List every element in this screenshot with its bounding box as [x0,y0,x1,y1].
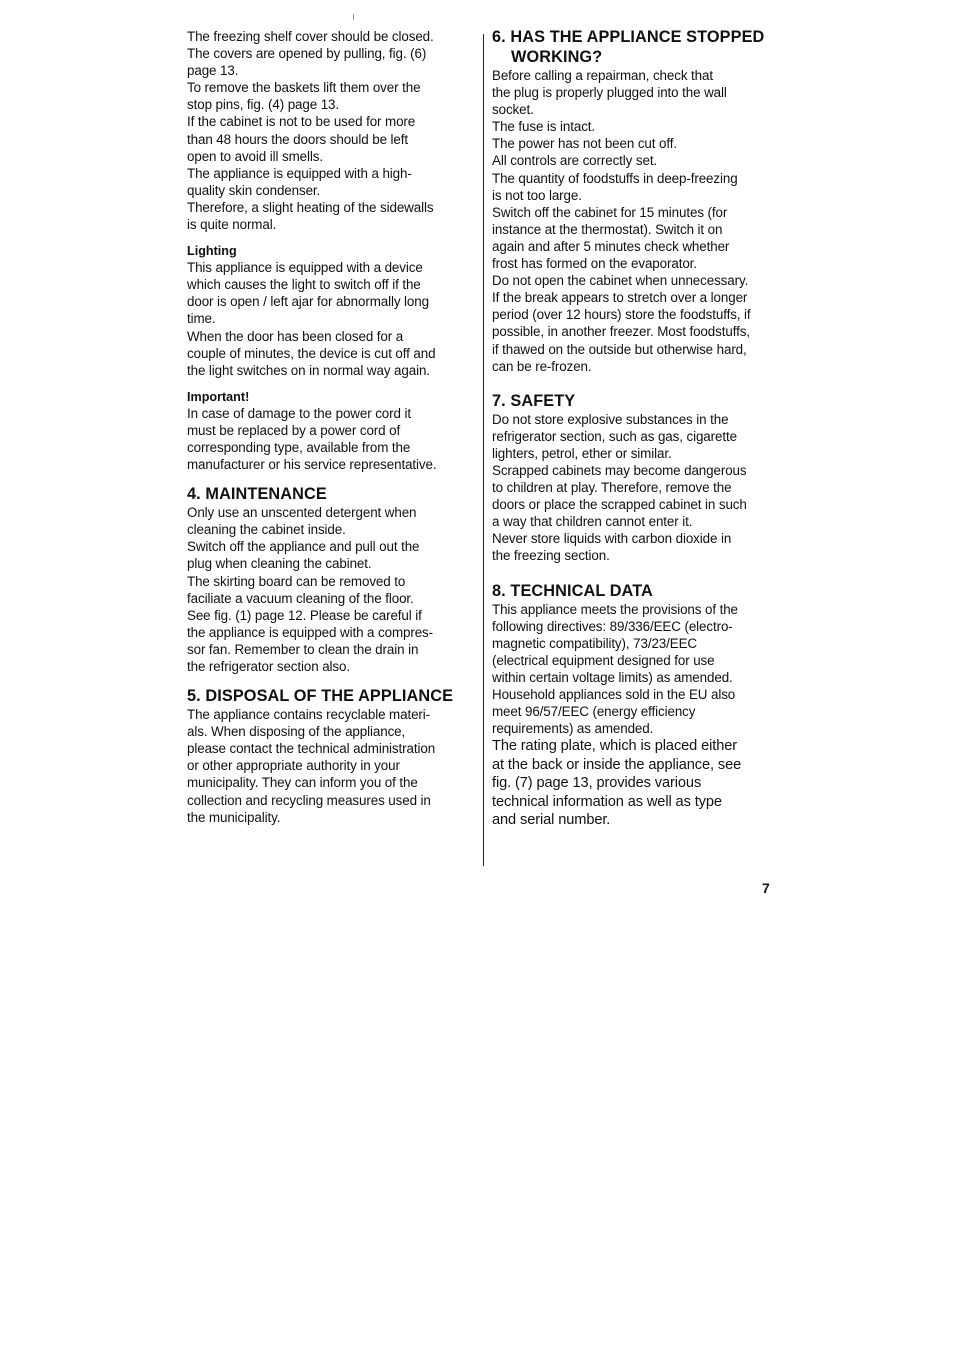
text-line: The skirting board can be removed to [187,573,406,589]
text-line: If the break appears to stretch over a longer [492,290,748,306]
text-line: collection and recycling measures used in [187,792,431,808]
text-line: When the door has been closed for a [187,328,404,344]
text-line: instance at the thermostat). Switch it on [492,221,723,237]
text-line: again and after 5 minutes check whether [492,238,730,254]
text-line: a way that children cannot enter it. [492,514,693,530]
text-line: the refrigerator section also. [187,659,350,674]
text-line: All controls are correctly set. [492,153,658,169]
text-line: plug when cleaning the cabinet. [187,556,372,572]
text-line: if thawed on the outside but otherwise hard, [492,341,747,357]
text-line: magnetic compatibility), 73/23/EEC [492,635,697,651]
text-line: The power has not been cut off. [492,136,677,152]
text-line: the municipality. [187,809,281,825]
text-line: doors or place the scrapped cabinet in such [492,497,747,513]
text-line: The appliance is equipped with a high- [187,165,412,181]
text-line: frost has formed on the evaporator. [492,256,697,272]
text-line: The fuse is intact. [492,119,596,135]
text-line: Never store liquids with carbon dioxide in [492,531,732,547]
text-line: requirements) as amended. [492,721,654,737]
text-line: The appliance contains recyclable materi- [187,707,431,723]
text-line: In case of damage to the power cord it [187,405,411,421]
text-line: at the back or inside the appliance, see [492,756,742,773]
disposal-heading: 5. DISPOSAL OF THE APPLIANCE [187,687,454,706]
text-line: stop pins, fig. (4) page 13. [187,97,340,113]
text-line: meet 96/57/EEC (energy efficiency [492,704,696,720]
text-line: corresponding type, available from the [187,439,411,455]
text-line: refrigerator section, such as gas, cigarette [492,428,737,444]
text-line: This appliance is equipped with a device [187,260,423,276]
important-text [187,405,469,473]
text-line: als. When disposing of the appliance, [187,724,406,740]
text-line: fig. (7) page 13, provides various [492,775,702,792]
text-line: The rating plate, which is placed either [492,738,738,755]
text-line: the light switches on in normal way again. [187,362,430,378]
column-divider [483,34,484,866]
text-line: Do not open the cabinet when unnecessary. [492,273,749,289]
text-line: is not too large. [492,187,582,203]
page-number: 7 [762,880,770,896]
intro-text [187,28,469,233]
text-line: Household appliances sold in the EU also [492,687,736,702]
text-line: (electrical equipment designed for use [492,652,715,668]
text-line: cleaning the cabinet inside. [187,522,346,538]
text-line: To remove the baskets lift them over the [187,80,421,96]
text-line: or other appropriate authority in your [187,758,400,774]
crop-mark [353,14,354,20]
text-line: to children at play. Therefore, remove the [492,480,732,496]
text-line: Do not store explosive substances in the [492,411,729,427]
right-column [492,28,777,830]
text-line: lighters, petrol, ether or similar. [492,445,672,461]
text-line: Before calling a repairman, check that [492,68,713,83]
text-line: Scrapped cabinets may become dangerous [492,462,747,478]
disposal-text [187,706,469,826]
text-line: within certain voltage limits) as amended. [492,669,733,685]
text-line: must be replaced by a power cord of [187,422,401,438]
lighting-text [187,259,469,379]
text-line: open to avoid ill smells. [187,148,323,164]
text-line: the appliance is equipped with a compres- [187,624,434,640]
text-line: time. [187,311,216,327]
text-line: than 48 hours the doors should be left [187,131,409,147]
text-line: socket. [492,102,534,118]
text-line: page 13. [187,63,239,79]
text-line: the plug is properly plugged into the wall [492,85,727,101]
text-line: The quantity of foodstuffs in deep-freezing [492,170,738,186]
safety-text [492,411,777,565]
text-line: Only use an unscented detergent when [187,505,417,521]
text-line: possible, in another freezer. Most foodstuffs, [492,324,750,340]
text-line: couple of minutes, the device is cut off and [187,345,436,361]
text-line: and serial number. [492,812,611,829]
technical-text [492,601,777,738]
maintenance-text [187,504,469,675]
left-column [187,28,469,826]
text-line: This appliance meets the provisions of the [492,601,738,617]
text-line: sor fan. Remember to clean the drain in [187,641,419,657]
rating-plate-text [492,737,777,830]
text-line: The freezing shelf cover should be closed. [187,29,434,44]
text-line: Switch off the appliance and pull out the [187,539,420,555]
safety-heading: 7. SAFETY [492,391,576,410]
text-line: which causes the light to switch off if the [187,277,421,293]
text-line: quality skin condenser. [187,182,321,198]
text-line: faciliate a vacuum cleaning of the floor. [187,590,414,606]
text-line: can be re-frozen. [492,358,592,374]
text-line: Switch off the cabinet for 15 minutes (for [492,204,728,220]
text-line: period (over 12 hours) store the foodstuffs, if [492,307,751,323]
text-line: door is open / left ajar for abnormally long [187,294,429,310]
text-line: municipality. They can inform you of the [187,775,418,791]
lighting-heading: Lighting [187,244,237,259]
text-line: See fig. (1) page 12. Please be careful if [187,607,422,623]
text-line: the freezing section. [492,548,610,564]
text-line: following directives: 89/336/EEC (electro- [492,618,733,634]
text-line: manufacturer or his service representative. [187,457,437,473]
text-line: technical information as well as type [492,793,722,810]
stopped-heading-continued: WORKING? [511,47,603,66]
text-line: If the cabinet is not to be used for more [187,114,416,130]
text-line: Therefore, a slight heating of the sidewalls [187,199,434,215]
stopped-heading: 6. HAS THE APPLIANCE STOPPED [492,28,765,46]
text-line: please contact the technical administration [187,741,436,757]
important-heading: Important! [187,389,250,404]
stopped-text [492,67,777,375]
text-line: is quite normal. [187,217,277,233]
text-line: The covers are opened by pulling, fig. (6) [187,46,427,62]
maintenance-heading: 4. MAINTENANCE [187,485,327,504]
technical-heading: 8. TECHNICAL DATA [492,581,653,600]
